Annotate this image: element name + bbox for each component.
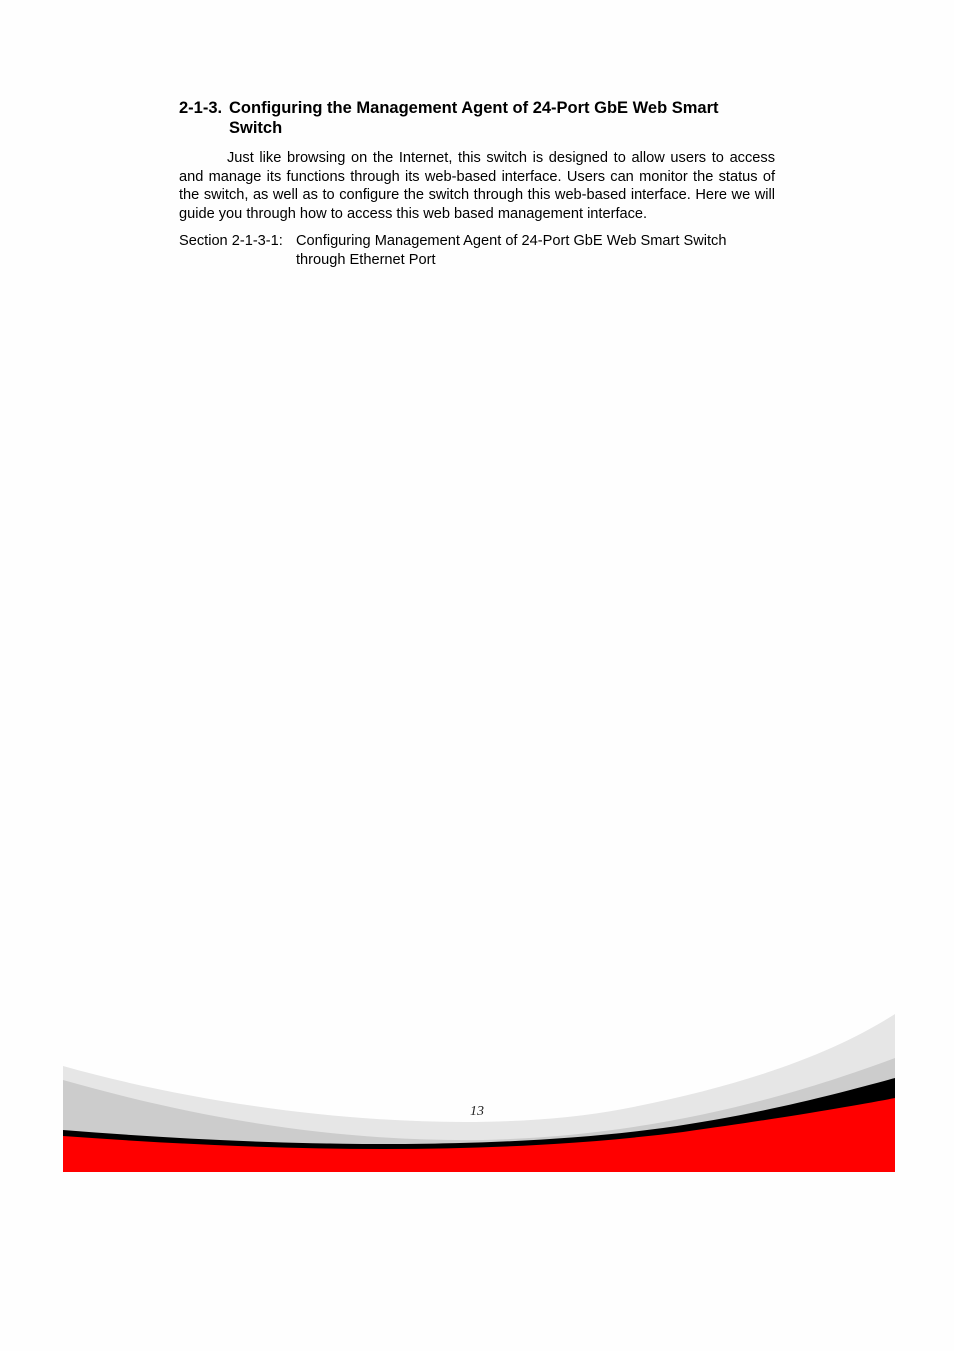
page-number: 13	[470, 1104, 484, 1119]
section-reference	[179, 232, 775, 269]
section-title: Configuring Management Agent of 24-Port GbE Web Smart Switch through Ethernet Port	[296, 233, 727, 268]
heading-title: Configuring the Management Agent of 24-Port GbE Web Smart Switch	[229, 99, 719, 137]
section-label: Section 2-1-3-1:	[179, 233, 283, 249]
document-content	[179, 98, 775, 269]
heading-number: 2-1-3.	[179, 99, 223, 117]
footer-swoosh-graphic	[63, 1014, 895, 1172]
body-paragraph: Just like browsing on the Internet, this switch is designed to allow users to access and manage its functions through its web-based interface. Users can monitor the status of the switch, as well as to configure the switch through this web-based interface. Here we will guide you through how to access this web based management interface.	[179, 150, 775, 222]
section-heading	[179, 98, 775, 138]
